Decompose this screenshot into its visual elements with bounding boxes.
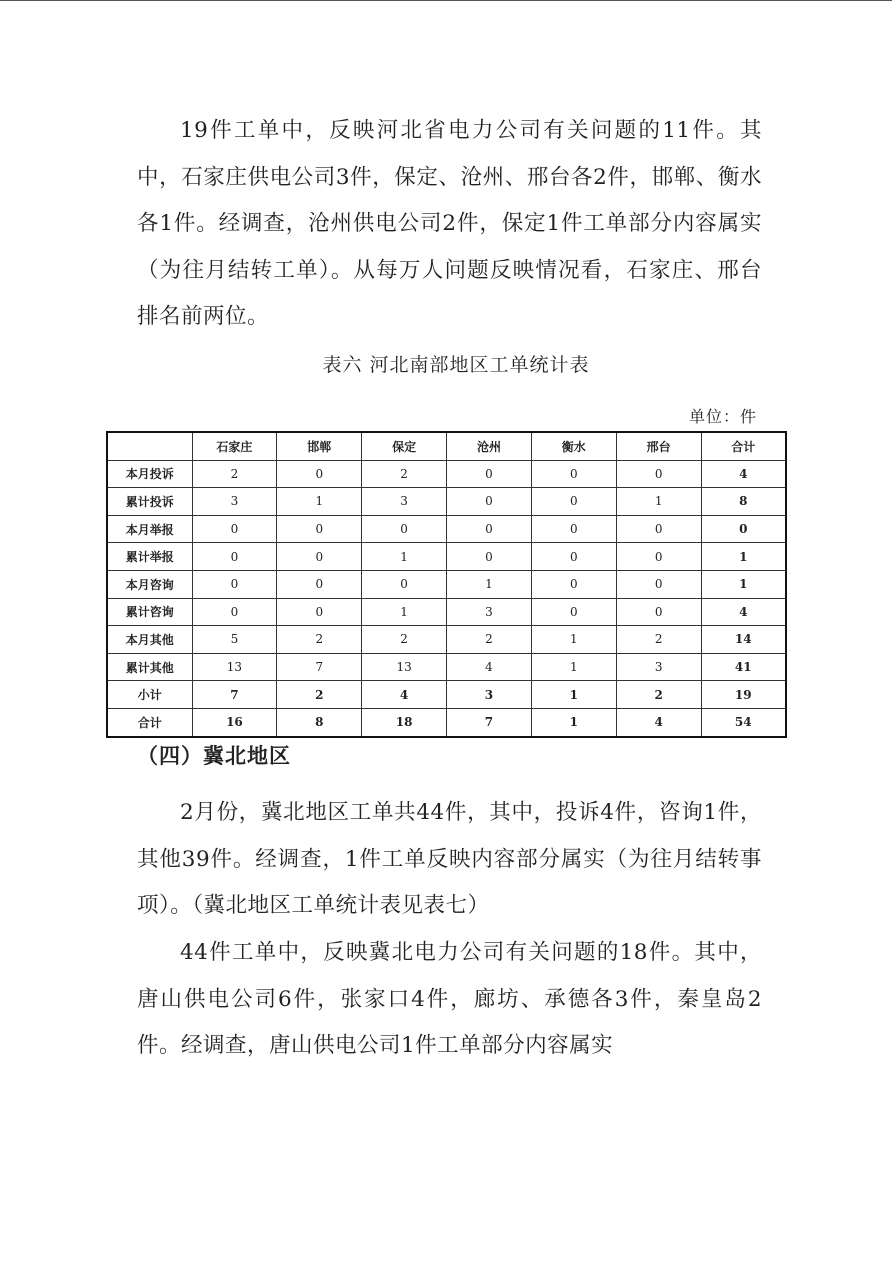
table-body [107,460,786,736]
table-cell: 1 [701,570,786,598]
table-cell: 13 [192,653,277,681]
table-cell: 0 [531,515,616,543]
table-cell: 0 [701,515,786,543]
column-header: 石家庄 [192,432,277,460]
table-cell: 0 [531,570,616,598]
table-cell: 3 [447,598,532,626]
table-cell: 0 [362,515,447,543]
row-label: 累计投诉 [107,488,192,516]
table-cell: 0 [192,515,277,543]
table-cell: 16 [192,708,277,736]
table-cell: 1 [531,708,616,736]
table-cell: 8 [277,708,362,736]
table-cell: 0 [531,598,616,626]
column-header: 保定 [362,432,447,460]
row-label: 累计咨询 [107,598,192,626]
table-cell: 0 [447,488,532,516]
column-header: 沧州 [447,432,532,460]
row-label: 本月投诉 [107,460,192,488]
table-cell: 0 [447,460,532,488]
table-cell: 2 [362,460,447,488]
table-header-row [107,432,786,460]
table-cell: 0 [277,543,362,571]
table-cell: 2 [277,626,362,654]
table-corner-cell [107,432,192,460]
table-cell: 0 [447,543,532,571]
table-row [107,681,786,709]
table-cell: 0 [192,598,277,626]
table-cell: 1 [447,570,532,598]
page-top-border [0,0,892,1]
table-cell: 0 [277,515,362,543]
table-cell: 4 [701,460,786,488]
table-cell: 3 [192,488,277,516]
row-label: 小计 [107,681,192,709]
table-row [107,488,786,516]
row-label: 累计其他 [107,653,192,681]
table-row [107,598,786,626]
table-cell: 2 [277,681,362,709]
table-cell: 3 [616,653,701,681]
table-cell: 1 [362,543,447,571]
table-row [107,626,786,654]
table-cell: 0 [531,460,616,488]
column-header: 衡水 [531,432,616,460]
table-cell: 19 [701,681,786,709]
table-cell: 13 [362,653,447,681]
table-cell: 1 [362,598,447,626]
table-cell: 1 [701,543,786,571]
table-cell: 0 [192,570,277,598]
table-cell: 2 [447,626,532,654]
statistics-table [106,431,787,738]
table-cell: 41 [701,653,786,681]
table-cell: 2 [362,626,447,654]
table-cell: 7 [192,681,277,709]
table-cell: 0 [616,460,701,488]
table-cell: 4 [362,681,447,709]
table-cell: 4 [616,708,701,736]
table-cell: 4 [447,653,532,681]
column-header: 邯郸 [277,432,362,460]
table-cell: 3 [447,681,532,709]
table-cell: 0 [362,570,447,598]
row-label: 本月咨询 [107,570,192,598]
table-title: 表六 河北南部地区工单统计表 [322,354,590,376]
table-cell: 1 [531,626,616,654]
table-row [107,460,786,488]
table-cell: 0 [277,598,362,626]
table-cell: 5 [192,626,277,654]
table-cell: 7 [277,653,362,681]
table-row [107,708,786,736]
table-cell: 7 [447,708,532,736]
table-cell: 18 [362,708,447,736]
body-paragraph-1: 19件工单中，反映河北省电力公司有关问题的11件。其中，石家庄供电公司3件，保定、沧州、邢台各2件，邯郸、衡水各1件。经调查，沧州供电公司2件，保定1件工单部分内容属实（为往月结转工单）。从每万人问题反映情况看，石家庄、邢台排名前两位。 [137,118,762,329]
table-cell: 1 [531,653,616,681]
body-paragraph-2: 2月份，冀北地区工单共44件，其中，投诉4件，咨询1件，其他39件。经调查，1件工单反映内容部分属实（为往月结转事项）。（冀北地区工单统计表见表七） [137,800,762,918]
table-row [107,653,786,681]
table-cell: 0 [616,543,701,571]
table-cell: 2 [192,460,277,488]
table-unit-label: 单位：件 [688,407,757,426]
table-row [107,515,786,543]
row-label: 累计举报 [107,543,192,571]
row-label: 本月其他 [107,626,192,654]
table-cell: 1 [616,488,701,516]
column-header: 邢台 [616,432,701,460]
row-label: 合计 [107,708,192,736]
table-cell: 4 [701,598,786,626]
table-cell: 0 [531,543,616,571]
table-cell: 0 [277,570,362,598]
body-paragraph-3: 44件工单中，反映冀北电力公司有关问题的18件。其中，唐山供电公司6件，张家口4件，廊坊、承德各3件，秦皇岛2件。经调查，唐山供电公司1件工单部分内容属实 [137,940,762,1058]
table-cell: 0 [447,515,532,543]
table-cell: 3 [362,488,447,516]
table-cell: 1 [531,681,616,709]
table-cell: 54 [701,708,786,736]
table-cell: 0 [616,515,701,543]
table-cell: 8 [701,488,786,516]
table-cell: 0 [277,460,362,488]
row-label: 本月举报 [107,515,192,543]
table-cell: 14 [701,626,786,654]
table-cell: 0 [616,598,701,626]
section-heading: （四）冀北地区 [137,744,291,768]
table-cell: 0 [531,488,616,516]
table-cell: 2 [616,626,701,654]
table-row [107,543,786,571]
table-cell: 2 [616,681,701,709]
table-cell: 1 [277,488,362,516]
table-cell: 0 [192,543,277,571]
table-row [107,570,786,598]
column-header: 合计 [701,432,786,460]
table-cell: 0 [616,570,701,598]
